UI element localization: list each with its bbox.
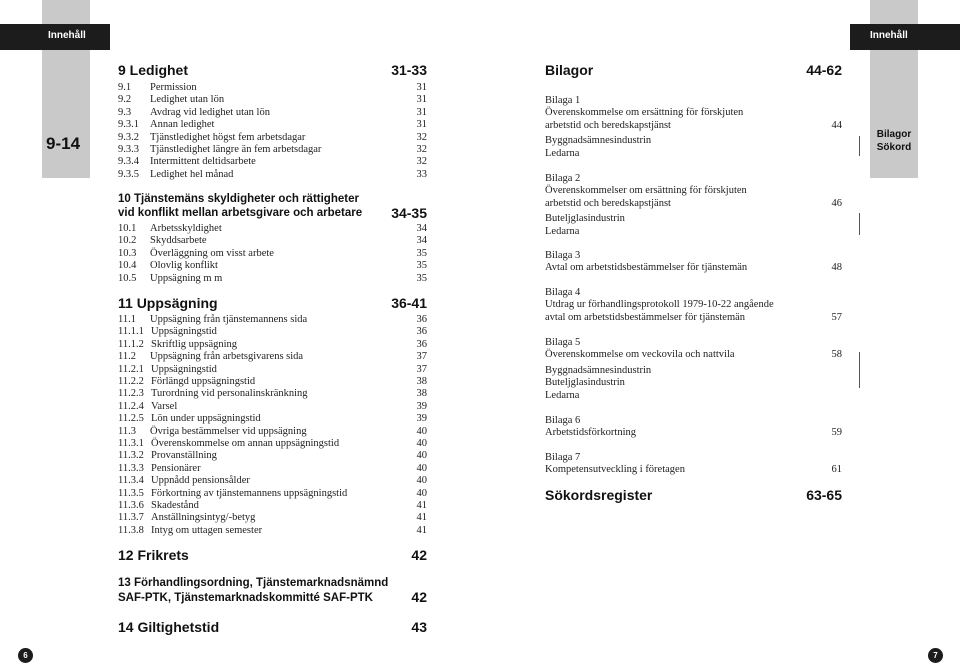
bilaga-1-page: 44 [831,119,842,131]
sokord-heading [545,487,842,505]
toc-text: Tjänstledighet högst fem arbetsdagar [150,131,306,143]
toc-page: 34 [416,235,427,247]
toc-page: 40 [416,425,427,437]
left-header-label: Innehåll [48,30,86,41]
margin-mark [859,136,860,156]
bilaga-7-title: Bilaga 7 [545,452,581,463]
toc-text: Förlängd uppsägningstid [151,376,256,387]
margin-mark [859,352,860,388]
toc-text: Uppsägning från tjänstemannens sida [150,314,308,325]
toc-page: 31 [416,94,427,106]
bilaga-1-sub2: Ledarna [545,147,580,159]
toc-text: Arbetsskyldighet [150,223,222,234]
left-range-tab [42,50,90,178]
bilaga-7-page: 61 [831,464,842,476]
toc-row [118,426,427,438]
toc-page: 36 [416,314,427,325]
bilaga-2-title: Bilaga 2 [545,173,581,184]
toc-row [118,438,427,450]
toc-page: 31 [416,82,427,93]
toc-number: 9.3.4 [118,156,139,168]
toc-text: Förkortning av tjänstemannens uppsägningstid [151,487,348,499]
left-range-label: 9-14 [46,134,81,153]
toc-text: Överläggning om visst arbete [150,247,274,259]
s14-heading [118,619,427,637]
toc-row [118,82,427,94]
bilaga-4-line1: Utdrag ur förhandlingsprotokoll 1979-10-22 angående [545,299,774,311]
bilaga-2-line2: arbetstid och beredskapstjänst [545,197,671,209]
toc-page: 38 [416,376,427,387]
toc-number: 11.2.4 [118,400,144,412]
toc-page: 37 [416,351,427,363]
s13-line2: SAF-PTK, Tjänstemarknadskommitté SAF-PTK [118,592,373,604]
s9-pages: 31-33 [391,62,427,78]
toc-number: 10.5 [118,272,137,284]
s11-title: 11 Uppsägning [118,295,218,311]
left-page-number: 6 [18,648,33,663]
left-header-bar [0,24,110,50]
toc-text: Intyg om uttagen semester [151,524,263,536]
bilaga-7 [545,452,842,477]
toc-text: Skadestånd [151,500,199,511]
toc-page: 39 [416,400,427,412]
toc-text: Ledighet utan lön [150,94,225,106]
toc-page: 35 [416,272,427,284]
s9-title: 9 Ledighet [118,62,189,78]
toc-row [118,119,427,131]
toc-page: 37 [416,363,427,375]
toc-row [118,339,427,351]
toc-number: 11.2.5 [118,413,144,425]
right-toc [545,62,842,512]
toc-text: Överenskommelse om annan uppsägningstid [151,438,340,449]
toc-number: 9.3.1 [118,119,139,131]
bilaga-1-line1: Överenskommelse om ersättning för förskjuten [545,107,744,119]
toc-row [118,132,427,144]
toc-text: Uppsägning från arbetsgivarens sida [150,351,304,363]
toc-number: 11.1.2 [118,338,144,350]
s14-title: 14 Giltighetstid [118,619,220,635]
toc-number: 11.3.2 [118,450,144,462]
bilaga-4-title: Bilaga 4 [545,287,581,298]
toc-row [118,107,427,119]
toc-page: 32 [416,156,427,168]
toc-number: 11.2.1 [118,363,144,375]
s10-line1: 10 Tjänstemäns skyldigheter och rättigheter [118,193,359,205]
toc-row [118,260,427,272]
s10-heading [118,192,427,222]
toc-row [118,248,427,260]
s11-pages: 36-41 [391,295,427,311]
toc-text: Olovlig konflikt [150,260,218,272]
toc-text: Provanställning [151,450,217,462]
toc-text: Skriftlig uppsägning [151,338,238,350]
toc-text: Intermittent deltidsarbete [150,156,256,168]
toc-number: 11.2 [118,351,136,363]
toc-page: 40 [416,450,427,462]
toc-page: 36 [416,326,427,338]
bilaga-5-page: 58 [831,349,842,361]
toc-text: Varsel [151,400,178,412]
right-header-bar [850,24,960,50]
toc-row [118,413,427,425]
s11-heading [118,295,427,313]
toc-page: 32 [416,131,427,143]
toc-number: 10.3 [118,247,137,259]
toc-page: 31 [416,119,427,131]
toc-number: 11.3.1 [118,438,144,449]
s13-heading [118,576,427,606]
toc-text: Annan ledighet [150,119,215,131]
right-tab-top [870,0,918,24]
s13-pages: 42 [411,589,427,605]
toc-page: 35 [416,260,427,272]
toc-row [118,273,427,285]
toc-number: 11.2.2 [118,376,144,387]
toc-number: 11.3.3 [118,462,144,474]
toc-number: 9.3 [118,106,132,118]
toc-text: Ledighet hel månad [150,168,234,180]
bilaga-3-title: Bilaga 3 [545,250,581,261]
bilaga-3 [545,250,842,275]
s9-heading [118,62,427,80]
bilaga-1-sub1: Byggnadsämnesindustrin [545,135,652,147]
toc-text: Skyddsarbete [150,235,207,247]
toc-row [118,364,427,376]
right-page-number: 7 [928,648,943,663]
bilaga-7-line1: Kompetensutveckling i företagen [545,464,685,476]
right-side-tab [870,50,918,178]
right-side-label-2: Sökord [876,142,912,153]
bilaga-5-sub1: Byggnadsämnesindustrin [545,364,652,376]
s11-list [118,314,427,540]
s9-list [118,82,427,182]
toc-page: 34 [416,223,427,234]
s13-line1: 13 Förhandlingsordning, Tjänstemarknadsnämnd [118,577,389,589]
bilaga-4 [545,287,842,324]
bilaga-3-page: 48 [831,262,842,274]
bilaga-3-line1: Avtal om arbetstidsbestämmelser för tjänstemän [545,262,748,274]
s12-heading [118,547,427,565]
toc-row [118,235,427,247]
right-side-label-1: Bilagor [876,129,912,140]
toc-number: 10.1 [118,223,137,234]
toc-text: Avdrag vid ledighet utan lön [150,106,270,118]
toc-page: 40 [416,475,427,487]
toc-number: 9.3.5 [118,168,139,180]
toc-page: 31 [416,106,427,118]
bilaga-6 [545,415,842,440]
bilaga-4-line2: avtal om arbetstidsbestämmelser för tjänstemän [545,311,746,323]
toc-row [118,223,427,235]
toc-page: 33 [416,168,427,180]
toc-row [118,401,427,413]
margin-mark [859,213,860,235]
toc-number: 11.3.7 [118,512,144,524]
toc-row [118,144,427,156]
sokord-title: Sökordsregister [545,487,653,503]
s14-pages: 43 [411,619,427,635]
toc-row [118,156,427,168]
bilaga-2-sub1: Buteljglasindustrin [545,213,625,225]
toc-number: 10.4 [118,260,137,272]
toc-page: 32 [416,144,427,155]
toc-row [118,388,427,400]
toc-number: 11.1 [118,314,136,325]
toc-row [118,512,427,524]
sokord-pages: 63-65 [806,487,842,503]
toc-number: 10.2 [118,235,137,247]
toc-row [118,94,427,106]
toc-text: Tjänstledighet längre än fem arbetsdagar [150,144,322,155]
toc-text: Anställningsintyg/-betyg [151,512,256,524]
toc-page: 40 [416,438,427,449]
toc-text: Uppnådd pensionsålder [151,475,250,487]
bilaga-5-sub3: Ledarna [545,389,580,401]
s12-title: 12 Frikrets [118,547,189,563]
bilaga-2 [545,173,842,238]
right-header-label: Innehåll [870,30,908,41]
toc-number: 9.2 [118,94,132,106]
toc-row [118,314,427,326]
bilaga-4-page: 57 [831,311,842,323]
left-tab-top [42,0,90,24]
toc-text: Uppsägningstid [151,326,217,338]
toc-number: 9.3.2 [118,131,139,143]
toc-page: 41 [416,524,427,536]
bilaga-6-title: Bilaga 6 [545,415,581,426]
bilaga-6-line1: Arbetstidsförkortning [545,427,636,439]
toc-number: 11.3.5 [118,487,144,499]
bilaga-6-page: 59 [831,427,842,439]
toc-page: 38 [416,388,427,400]
toc-text: Lön under uppsägningstid [151,413,261,425]
toc-page: 40 [416,487,427,499]
toc-number: 11.1.1 [118,326,144,338]
s10-pages: 34-35 [391,205,427,221]
s12-pages: 42 [411,547,427,563]
toc-text: Övriga bestämmelser vid uppsägning [150,425,307,437]
toc-text: Turordning vid personalinskränkning [151,388,308,400]
toc-number: 9.1 [118,82,132,93]
toc-row [118,475,427,487]
bilaga-5-sub2: Buteljglasindustrin [545,377,625,389]
toc-page: 36 [416,338,427,350]
bilaga-2-page: 46 [831,197,842,209]
s10-line2: vid konflikt mellan arbetsgivare och arbetare [118,207,363,219]
toc-row [118,450,427,462]
toc-number: 11.2.3 [118,388,144,400]
toc-row [118,351,427,363]
toc-page: 40 [416,462,427,474]
bilagor-pages: 44-62 [806,62,842,78]
bilaga-5-line1: Överenskommelse om veckovila och nattvila [545,349,735,361]
toc-row [118,169,427,181]
toc-row [118,488,427,500]
toc-number: 11.3 [118,425,136,437]
toc-number: 11.3.6 [118,500,144,511]
toc-page: 39 [416,413,427,425]
bilaga-5 [545,337,842,402]
bilagor-heading [545,62,842,80]
toc-row [118,463,427,475]
bilaga-1-title: Bilaga 1 [545,95,581,106]
toc-row [118,500,427,512]
toc-number: 11.3.8 [118,524,144,536]
toc-text: Permission [150,82,197,93]
toc-row [118,525,427,537]
toc-page: 35 [416,247,427,259]
toc-row [118,376,427,388]
toc-number: 11.3.4 [118,475,144,487]
bilaga-2-line1: Överenskommelser om ersättning för förskjuten [545,185,747,197]
bilaga-2-sub2: Ledarna [545,225,580,237]
toc-page: 41 [416,512,427,524]
toc-text: Uppsägning m m [150,272,223,284]
bilagor-title: Bilagor [545,62,594,78]
bilaga-1-line2: arbetstid och beredskapstjänst [545,119,671,131]
toc-text: Pensionärer [151,462,201,474]
bilaga-5-title: Bilaga 5 [545,337,581,348]
bilaga-1 [545,95,842,160]
toc-row [118,326,427,338]
left-toc [118,62,427,642]
toc-number: 9.3.3 [118,144,139,155]
toc-page: 41 [416,500,427,511]
s10-list [118,223,427,287]
toc-text: Uppsägningstid [151,363,217,375]
